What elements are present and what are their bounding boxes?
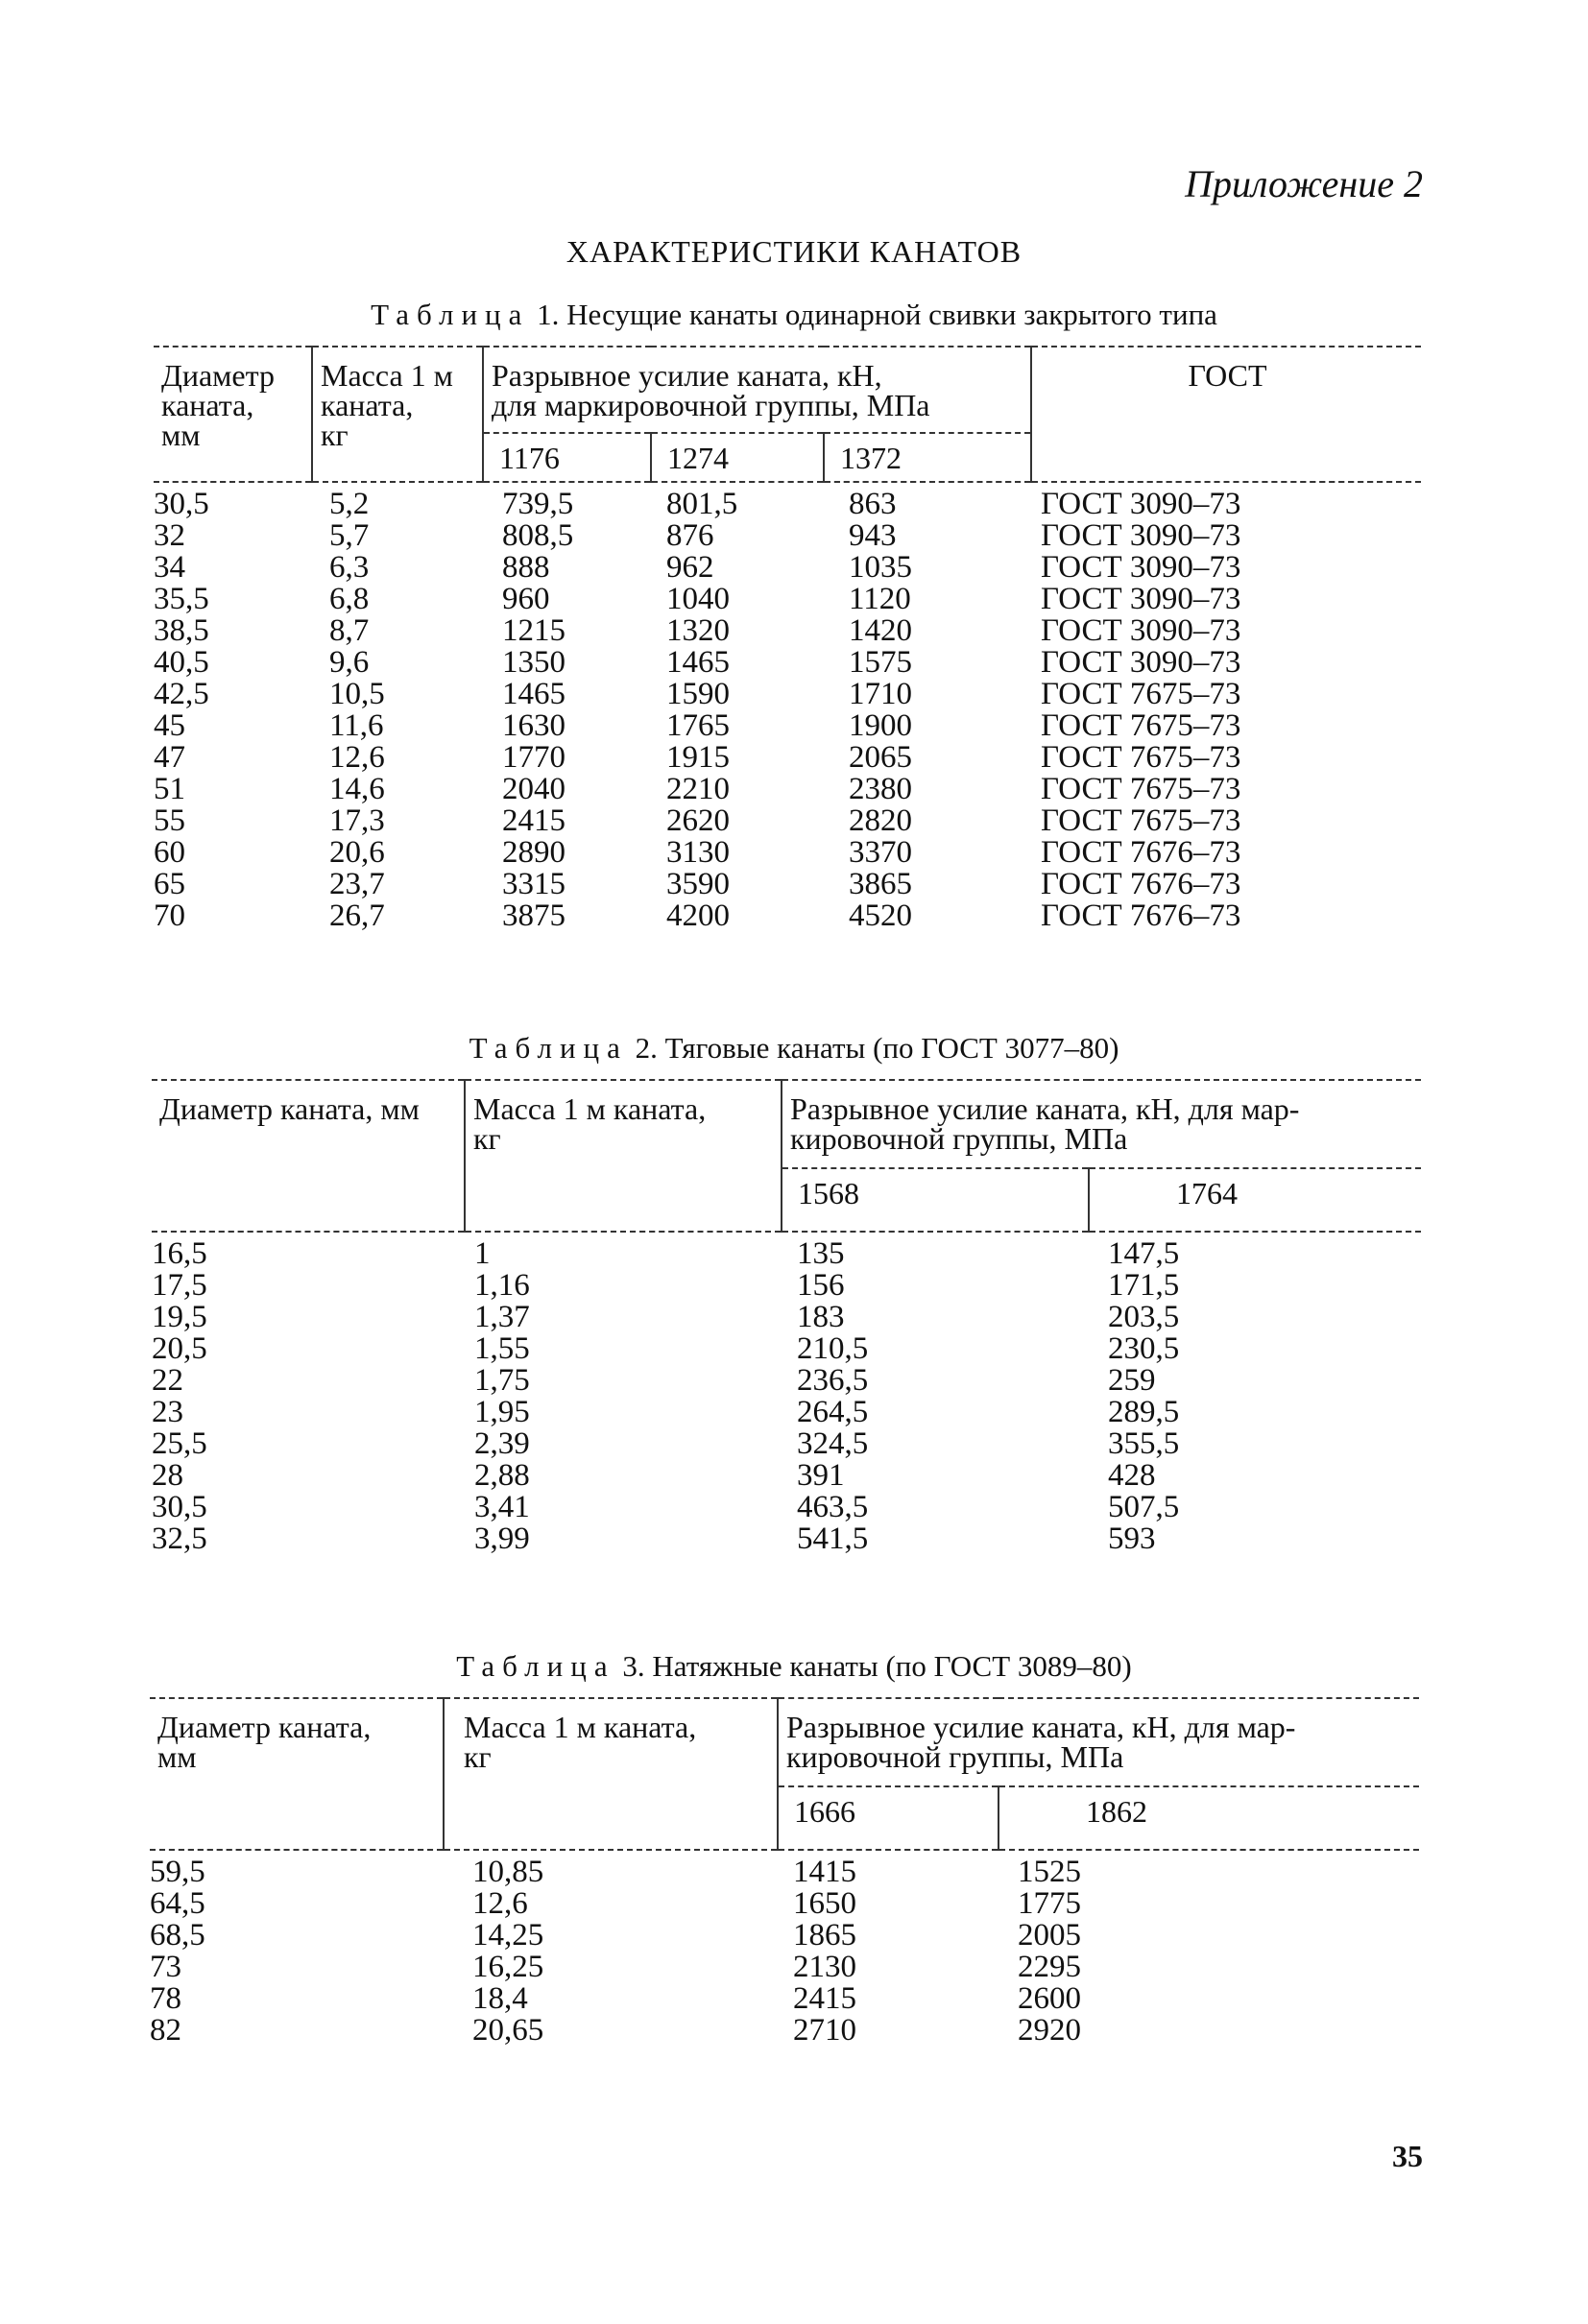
table-cell: 55: [154, 803, 185, 838]
table1-header-diameter: Диаметр каната, мм: [154, 347, 312, 482]
table-cell: ГОСТ 7676–73: [1041, 898, 1241, 933]
table-row: [154, 615, 1421, 647]
table-cell: 28: [152, 1458, 183, 1493]
table-cell: 1215: [502, 613, 565, 648]
table-row: [150, 1850, 1419, 1888]
table-cell: 1,37: [474, 1300, 530, 1334]
table-cell: 25,5: [152, 1426, 207, 1461]
table-cell: 20,6: [329, 835, 385, 870]
table-cell: 541,5: [797, 1521, 869, 1556]
table-cell: 35,5: [154, 582, 209, 616]
table-cell: 2005: [1018, 1918, 1081, 1953]
table-cell: 2210: [666, 772, 730, 806]
table-cell: 1420: [849, 613, 912, 648]
table-cell: 1320: [666, 613, 730, 648]
table-cell: 3875: [502, 898, 565, 933]
table-cell: 1775: [1018, 1886, 1081, 1921]
table-cell: 12,6: [472, 1886, 528, 1921]
table-cell: 2065: [849, 740, 912, 775]
table-cell: 2295: [1018, 1950, 1081, 1984]
table-cell: 3590: [666, 867, 730, 901]
table-row: [152, 1428, 1421, 1460]
table-cell: 2820: [849, 803, 912, 838]
table-cell: 2620: [666, 803, 730, 838]
table-cell: 8,7: [329, 613, 370, 648]
table-cell: ГОСТ 7676–73: [1041, 835, 1241, 870]
table-cell: 289,5: [1108, 1395, 1180, 1429]
table1-body: [154, 482, 1421, 932]
table3-caption-word: Таблица: [456, 1649, 615, 1683]
table1-caption-text: 1. Несущие канаты одинарной свивки закрытого типа: [529, 298, 1217, 331]
table-row: [152, 1302, 1421, 1333]
table-cell: 23,7: [329, 867, 385, 901]
table-cell: 2,88: [474, 1458, 530, 1493]
table-cell: 68,5: [150, 1918, 205, 1953]
table-cell: 40,5: [154, 645, 209, 680]
table-cell: 203,5: [1108, 1300, 1180, 1334]
table-cell: 2380: [849, 772, 912, 806]
table-cell: 10,85: [472, 1855, 544, 1889]
table-cell: 12,6: [329, 740, 385, 775]
table-cell: ГОСТ 7675–73: [1041, 772, 1241, 806]
table-cell: 18,4: [472, 1981, 528, 2016]
table-cell: 3130: [666, 835, 730, 870]
page-number: 35: [1392, 2139, 1423, 2173]
table-row: [154, 869, 1421, 900]
table-cell: 1: [474, 1236, 491, 1271]
table-cell: 876: [666, 518, 714, 553]
table-row: [154, 584, 1421, 615]
table-cell: 1,75: [474, 1363, 530, 1398]
table-cell: 135: [797, 1236, 845, 1271]
main-title: ХАРАКТЕРИСТИКИ КАНАТОВ: [565, 234, 1023, 269]
table-cell: 147,5: [1108, 1236, 1180, 1271]
table-cell: 2,39: [474, 1426, 530, 1461]
table-cell: 38,5: [154, 613, 209, 648]
table-cell: 45: [154, 708, 185, 743]
table-cell: ГОСТ 7675–73: [1041, 708, 1241, 743]
table-cell: 463,5: [797, 1490, 869, 1524]
table-row: [154, 774, 1421, 805]
table-cell: 32: [154, 518, 185, 553]
table2-caption-text: 2. Тяговые канаты (по ГОСТ 3077–80): [627, 1031, 1119, 1065]
table-cell: 4200: [666, 898, 730, 933]
table-cell: 64,5: [150, 1886, 205, 1921]
table-cell: 1,55: [474, 1331, 530, 1366]
table-cell: 1,16: [474, 1268, 530, 1303]
table-cell: 5,2: [329, 487, 370, 521]
table1-header-gost: ГОСТ: [1031, 347, 1421, 482]
table-cell: 171,5: [1108, 1268, 1180, 1303]
table-cell: 3370: [849, 835, 912, 870]
table-cell: 801,5: [666, 487, 738, 521]
table-cell: 60: [154, 835, 185, 870]
table-row: [152, 1365, 1421, 1397]
table-row: [152, 1232, 1421, 1270]
table-cell: 888: [502, 550, 550, 585]
table2-caption: [0, 1031, 1588, 1066]
table1-header-mass: Масса 1 м каната, кг: [312, 347, 483, 482]
table-cell: 2600: [1018, 1981, 1081, 2016]
table-cell: 10,5: [329, 677, 385, 711]
table-cell: 1525: [1018, 1855, 1081, 1889]
table-cell: 78: [150, 1981, 181, 2016]
table-row: [154, 520, 1421, 552]
table1-caption: [0, 298, 1588, 332]
table-row: [152, 1460, 1421, 1492]
table-row: [154, 647, 1421, 679]
table-row: [152, 1523, 1421, 1555]
table-cell: 3,41: [474, 1490, 530, 1524]
table-cell: 183: [797, 1300, 845, 1334]
table-cell: 22: [152, 1363, 183, 1398]
table3: [150, 1697, 1419, 2047]
table-row: [152, 1492, 1421, 1523]
table-cell: 1900: [849, 708, 912, 743]
table3-body: [150, 1850, 1419, 2047]
table-cell: ГОСТ 7675–73: [1041, 677, 1241, 711]
table3-header-diameter: Диаметр каната, мм: [150, 1698, 444, 1850]
table2-header-diameter: Диаметр каната, мм: [152, 1080, 465, 1232]
table-cell: 20,65: [472, 2013, 544, 2048]
table-cell: 17,5: [152, 1268, 207, 1303]
table-cell: 230,5: [1108, 1331, 1180, 1366]
table2-body: [152, 1232, 1421, 1555]
table-cell: 16,5: [152, 1236, 207, 1271]
table-cell: 11,6: [329, 708, 384, 743]
table-cell: 19,5: [152, 1300, 207, 1334]
table-row: [150, 1888, 1419, 1920]
table-cell: 14,25: [472, 1918, 544, 1953]
table-cell: 2130: [793, 1950, 856, 1984]
table-cell: 863: [849, 487, 897, 521]
table-row: [152, 1397, 1421, 1428]
table2: [152, 1079, 1421, 1555]
table-cell: 1465: [666, 645, 730, 680]
table-cell: ГОСТ 7676–73: [1041, 867, 1241, 901]
table-cell: 73: [150, 1950, 181, 1984]
table-cell: 1415: [793, 1855, 856, 1889]
table-cell: 1120: [849, 582, 911, 616]
table-cell: 2415: [793, 1981, 856, 2016]
table-cell: 65: [154, 867, 185, 901]
table3-caption-text: 3. Натяжные канаты (по ГОСТ 3089–80): [614, 1649, 1132, 1683]
table-cell: 26,7: [329, 898, 385, 933]
table-cell: 9,6: [329, 645, 370, 680]
table-cell: ГОСТ 3090–73: [1041, 518, 1241, 553]
table-cell: 14,6: [329, 772, 385, 806]
table-cell: 1350: [502, 645, 565, 680]
table-cell: 1040: [666, 582, 730, 616]
table-cell: 593: [1108, 1521, 1156, 1556]
table-cell: 1765: [666, 708, 730, 743]
table1: [154, 346, 1421, 932]
table-row: [150, 2015, 1419, 2047]
table-cell: 1770: [502, 740, 565, 775]
table-cell: 2920: [1018, 2013, 1081, 2048]
table-cell: 20,5: [152, 1331, 207, 1366]
table-row: [152, 1270, 1421, 1302]
table-cell: 3,99: [474, 1521, 530, 1556]
table1-subheader-1372: 1372: [824, 433, 1031, 482]
table3-header-mass: Масса 1 м каната, кг: [444, 1698, 778, 1850]
table1-header-force: Разрывное усилие каната, кН, для маркировочной группы, МПа: [483, 347, 1031, 433]
table-cell: 47: [154, 740, 185, 775]
table-cell: 59,5: [150, 1855, 205, 1889]
table-cell: 739,5: [502, 487, 574, 521]
table2-subheader-1764: 1764: [1089, 1168, 1421, 1232]
table-row: [154, 900, 1421, 932]
table-cell: ГОСТ 3090–73: [1041, 487, 1241, 521]
table-cell: 1915: [666, 740, 730, 775]
table1-subheader-1274: 1274: [651, 433, 824, 482]
table-cell: 264,5: [797, 1395, 869, 1429]
table-cell: 507,5: [1108, 1490, 1180, 1524]
table-cell: 32,5: [152, 1521, 207, 1556]
table-cell: 51: [154, 772, 185, 806]
table-row: [154, 837, 1421, 869]
table-cell: ГОСТ 7675–73: [1041, 740, 1241, 775]
table-cell: 82: [150, 2013, 181, 2048]
table-cell: 355,5: [1108, 1426, 1180, 1461]
table-cell: ГОСТ 3090–73: [1041, 645, 1241, 680]
table-row: [154, 679, 1421, 710]
table-cell: 3315: [502, 867, 565, 901]
table-cell: 42,5: [154, 677, 209, 711]
table-cell: 1650: [793, 1886, 856, 1921]
table-row: [154, 552, 1421, 584]
table-row: [152, 1333, 1421, 1365]
table-cell: 2040: [502, 772, 565, 806]
table-cell: 236,5: [797, 1363, 869, 1398]
appendix-label: Приложение 2: [1185, 162, 1423, 205]
table-cell: 428: [1108, 1458, 1156, 1493]
table-cell: 210,5: [797, 1331, 869, 1366]
table-cell: 17,3: [329, 803, 385, 838]
table-cell: 259: [1108, 1363, 1156, 1398]
table-cell: 1,95: [474, 1395, 530, 1429]
table-cell: 1865: [793, 1918, 856, 1953]
table-row: [154, 482, 1421, 520]
table-row: [154, 805, 1421, 837]
table-cell: 391: [797, 1458, 845, 1493]
table-cell: 5,7: [329, 518, 370, 553]
table-cell: 2415: [502, 803, 565, 838]
table-row: [150, 1952, 1419, 1983]
table2-header-force: Разрывное усилие каната, кН, для мар- кировочной группы, МПа: [782, 1080, 1421, 1168]
table-row: [154, 742, 1421, 774]
table-cell: 2710: [793, 2013, 856, 2048]
table1-caption-word: Таблица: [371, 298, 530, 331]
table-cell: ГОСТ 3090–73: [1041, 582, 1241, 616]
table2-subheader-1568: 1568: [782, 1168, 1089, 1232]
table-cell: 16,25: [472, 1950, 544, 1984]
table2-header-mass: Масса 1 м каната, кг: [465, 1080, 782, 1232]
table-cell: 3865: [849, 867, 912, 901]
table-cell: 808,5: [502, 518, 574, 553]
table-cell: 324,5: [797, 1426, 869, 1461]
table-cell: 960: [502, 582, 550, 616]
table-cell: 6,3: [329, 550, 370, 585]
table-cell: 1575: [849, 645, 912, 680]
table-cell: 2890: [502, 835, 565, 870]
table-row: [154, 710, 1421, 742]
table-cell: 4520: [849, 898, 912, 933]
table-cell: 962: [666, 550, 714, 585]
table3-subheader-1862: 1862: [999, 1786, 1419, 1850]
table-cell: ГОСТ 3090–73: [1041, 613, 1241, 648]
table3-caption: [0, 1649, 1588, 1684]
table-cell: 1590: [666, 677, 730, 711]
table2-caption-word: Таблица: [469, 1031, 628, 1065]
table-cell: 6,8: [329, 582, 370, 616]
table-row: [150, 1920, 1419, 1952]
table3-subheader-1666: 1666: [778, 1786, 999, 1850]
table-cell: 23: [152, 1395, 183, 1429]
table-cell: 1710: [849, 677, 912, 711]
table-cell: 30,5: [154, 487, 209, 521]
table-cell: 156: [797, 1268, 845, 1303]
table-cell: 34: [154, 550, 185, 585]
table-cell: 30,5: [152, 1490, 207, 1524]
table1-subheader-1176: 1176: [483, 433, 651, 482]
table-cell: 943: [849, 518, 897, 553]
table3-header-force: Разрывное усилие каната, кН, для мар- кировочной группы, МПа: [778, 1698, 1419, 1786]
table-cell: 70: [154, 898, 185, 933]
table-cell: ГОСТ 3090–73: [1041, 550, 1241, 585]
table-cell: 1630: [502, 708, 565, 743]
table-row: [150, 1983, 1419, 2015]
table-cell: 1035: [849, 550, 912, 585]
table-cell: ГОСТ 7675–73: [1041, 803, 1241, 838]
table-cell: 1465: [502, 677, 565, 711]
